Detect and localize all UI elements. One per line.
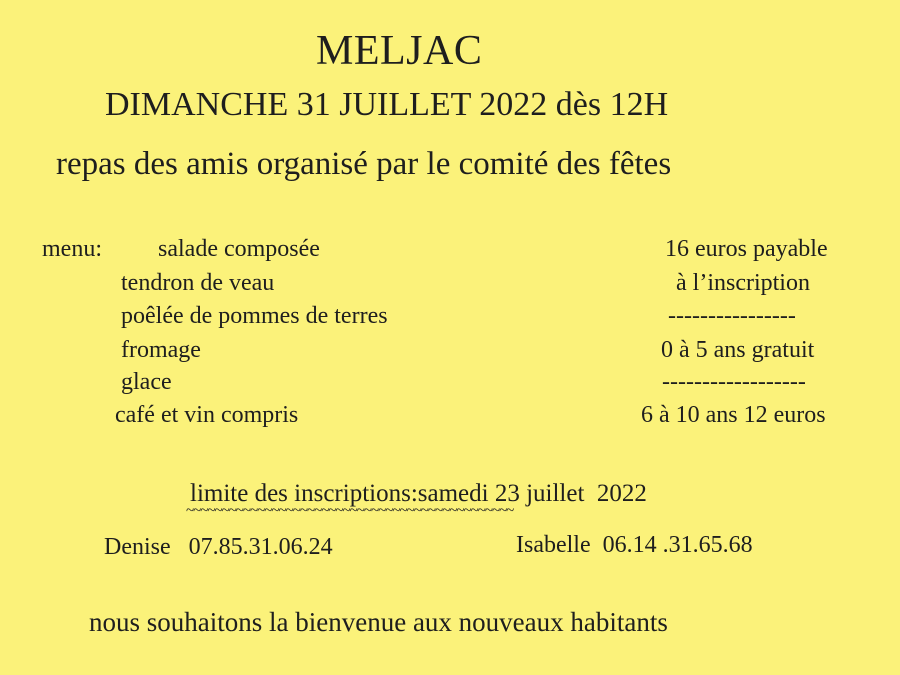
menu-item: fromage <box>121 337 201 363</box>
price-line: 16 euros payable <box>665 236 828 262</box>
menu-label: menu: <box>42 236 102 262</box>
menu-item: glace <box>121 369 172 395</box>
event-date: DIMANCHE 31 JUILLET 2022 dès 12H <box>105 86 669 123</box>
menu-item: tendron de veau <box>121 270 275 296</box>
welcome-message: nous souhaitons la bienvenue aux nouveaux habitants <box>89 607 668 637</box>
flyer-title: MELJAC <box>316 28 483 74</box>
price-line: 6 à 10 ans 12 euros <box>641 402 826 428</box>
menu-item: café et vin compris <box>115 402 299 428</box>
price-line: à l’inscription <box>676 270 810 296</box>
registration-deadline: limite des inscriptions:samedi 23 juillet 2022 <box>190 480 647 507</box>
wavy-underline: ~~~~~~~~~~~~~~~~~~~~~~~~~~~~~~~~~~~~~~~~~~~~~~ <box>186 503 514 519</box>
price-line: 0 à 5 ans gratuit <box>661 337 815 363</box>
menu-item: salade composée <box>158 236 320 262</box>
contact-denise: Denise 07.85.31.06.24 <box>104 534 333 560</box>
price-separator: ------------------ <box>662 369 806 395</box>
price-separator: ---------------- <box>668 303 796 329</box>
menu-item: poêlée de pommes de terres <box>121 303 388 329</box>
contact-isabelle: Isabelle 06.14 .31.65.68 <box>516 532 753 558</box>
event-subtitle: repas des amis organisé par le comité des fêtes <box>56 146 672 182</box>
